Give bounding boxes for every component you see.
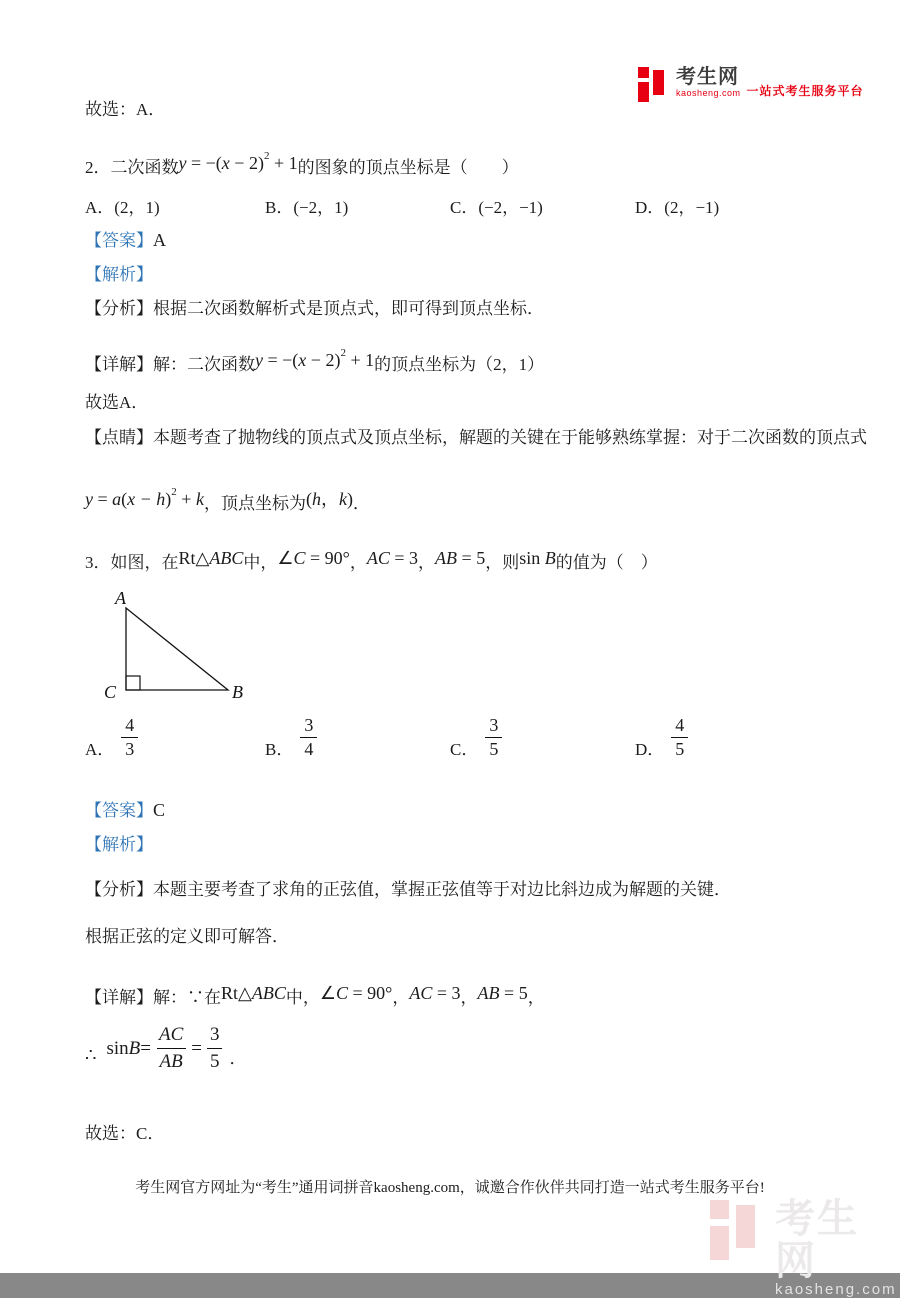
q3-stem-line: 3．如图，在Rt△ABC中，∠C = 90°，AC = 3，AB = 5，则sin B的值为（ ） [85,548,658,572]
logo-tagline: 一站式考生服务平台 [746,84,864,98]
q3-genju-line: 根据正弦的定义即可解答． [85,927,289,946]
q2-dianjing-line: 【点睛】本题考查了抛物线的顶点式及顶点坐标，解题的关键在于能够熟练掌握：对于二次函数的顶点式 [85,428,867,447]
q3-fenxi-line: 【分析】本题主要考查了求角的正弦值，掌握正弦值等于对边比斜边成为解题的关键． [85,880,731,899]
q3-jiexi-tag: 【解析】 [85,835,153,854]
therefore-symbol: ∴ [85,1045,97,1065]
q3-sine-formula-line [85,1022,246,1075]
q2-fenxi-line: 【分析】根据二次函数解析式是顶点式，即可得到顶点坐标． [85,299,544,318]
q3-answer-value: C [153,800,166,820]
q2-option-b: B．(−2，1) [265,198,349,217]
vertex-a-label: A [115,588,126,608]
logo-domain: kaosheng.com [676,88,741,98]
logo-name: 考生网 [676,66,739,88]
watermark-logo-name: 考生网 [775,1197,859,1283]
q3-answer-line [85,798,165,823]
right-triangle-figure [82,588,252,706]
q2-option-c: C．(−2，−1) [450,198,543,217]
q2-vertex-formula-line: $y = a(x - h)^2 + k$，顶点坐标为(h，k)． [85,486,370,513]
q3-option-a: A． 4 3 [85,714,138,761]
q2-jiexi-tag: 【解析】 [85,265,153,284]
q3-option-c: C． 3 5 [450,714,502,761]
vertex-c-label: C [104,682,117,702]
kaosheng-logo [638,66,864,102]
kaosheng-watermark [710,1198,900,1298]
q3-option-d: D． 4 5 [635,714,688,761]
logo-text-block [676,66,741,98]
q2-jiexi-line [85,263,153,287]
kaosheng-blocks-icon [638,66,670,102]
q2-answer-tag: 【答案】 [85,231,153,250]
q2-answer-line [85,228,166,253]
kaosheng-blocks-icon-watermark [710,1198,766,1260]
q2-choose-line: 故选A． [85,393,149,412]
q2-stem-line: 2．二次函数$y = -(x - 2)^2 + 1$的图象的顶点坐标是（ ） [85,150,519,177]
q2-xiangjie-line: 【详解】解：二次函数$y = -(x - 2)^2 + 1$的顶点坐标为（2，1） [85,347,545,374]
q2-option-d: D．(2，−1) [635,198,720,217]
q2-answer-value: A [153,230,166,250]
sine-formula-period: ． [229,1049,247,1068]
watermark-logo-domain: kaosheng.com [775,1281,897,1298]
q3-option-b: B． 3 4 [265,714,317,761]
q2-option-a: A．(2，1) [85,198,160,217]
q3-answer-tag: 【答案】 [85,801,153,820]
watermark-text-block [775,1198,900,1298]
q3-jiexi-line [85,833,153,857]
footer-text: 考生网官方网址为“考生”通用词拼音kaosheng.com，诚邀合作伙伴共同打造一站式考生服务平台! [135,1180,765,1196]
q3-xiangjie-line: 【详解】解：∵在Rt△ABC中，∠C = 90°，AC = 3，AB = 5， [85,983,545,1007]
q3-choose-line: 故选：C． [85,1124,165,1143]
sine-formula: sin B = $\frac{AC}{AB}$ = $\frac{3}{5}$ [106,1022,227,1075]
q1-choose-line: 故选：A． [85,100,166,119]
vertex-b-label: B [232,682,243,702]
